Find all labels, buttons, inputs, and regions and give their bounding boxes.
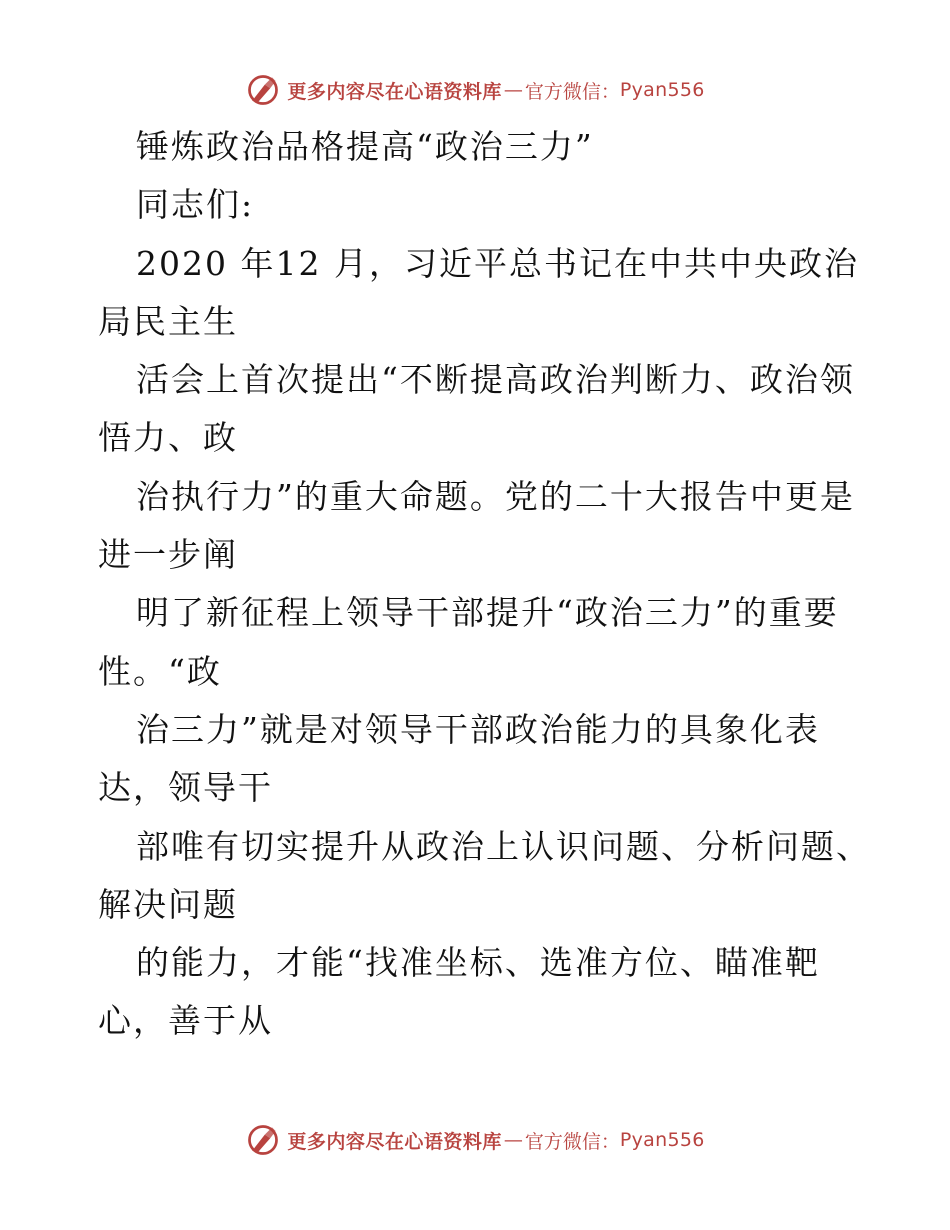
paragraph-line: 2020 年12 月，习近平总书记在中共中央政治 bbox=[136, 243, 859, 283]
pen-nib-seal-icon bbox=[245, 1122, 281, 1158]
banner-wechat-id: Pyan556 bbox=[619, 79, 705, 101]
paragraph-line: 进一步阐 bbox=[98, 535, 238, 575]
paragraph-line: 活会上首次提出“不断提高政治判断力、政治领 bbox=[136, 360, 855, 400]
salutation: 同志们: bbox=[136, 185, 255, 225]
pen-nib-seal-icon bbox=[245, 72, 281, 108]
header-banner bbox=[0, 70, 950, 110]
paragraph-line: 治三力”就是对领导干部政治能力的具象化表 bbox=[136, 709, 820, 749]
paragraph-line: 达，领导干 bbox=[98, 768, 273, 808]
paragraph-line: 局民主生 bbox=[98, 301, 238, 341]
paragraph-line: 部唯有切实提升从政治上认识问题、分析问题、 bbox=[136, 826, 871, 866]
document-title: 锤炼政治品格提高“政治三力” bbox=[136, 127, 594, 166]
paragraph-line: 性。“政 bbox=[98, 651, 222, 691]
document-body bbox=[98, 118, 871, 1051]
banner-dash: — bbox=[503, 79, 523, 101]
banner-wechat-id: Pyan556 bbox=[619, 1129, 705, 1151]
paragraph-line: 明了新征程上领导干部提升“政治三力”的重要 bbox=[136, 593, 839, 633]
banner-main-text: 更多内容尽在心语资料库 bbox=[287, 1130, 502, 1153]
paragraph-line: 的能力，才能“找准坐标、选准方位、瞄准靶 bbox=[136, 943, 820, 983]
banner-label: 官方微信： bbox=[524, 1130, 620, 1153]
banner-label: 官方微信： bbox=[524, 80, 620, 103]
paragraph-line: 治执行力”的重大命题。党的二十大报告中更是 bbox=[136, 476, 855, 516]
banner-main-text: 更多内容尽在心语资料库 bbox=[287, 80, 502, 103]
paragraph-line: 心，善于从 bbox=[98, 1001, 273, 1041]
paragraph-line: 悟力、政 bbox=[98, 418, 238, 458]
paragraph-line: 解决问题 bbox=[98, 884, 238, 924]
footer-banner bbox=[0, 1120, 950, 1160]
banner-dash: — bbox=[503, 1129, 523, 1151]
